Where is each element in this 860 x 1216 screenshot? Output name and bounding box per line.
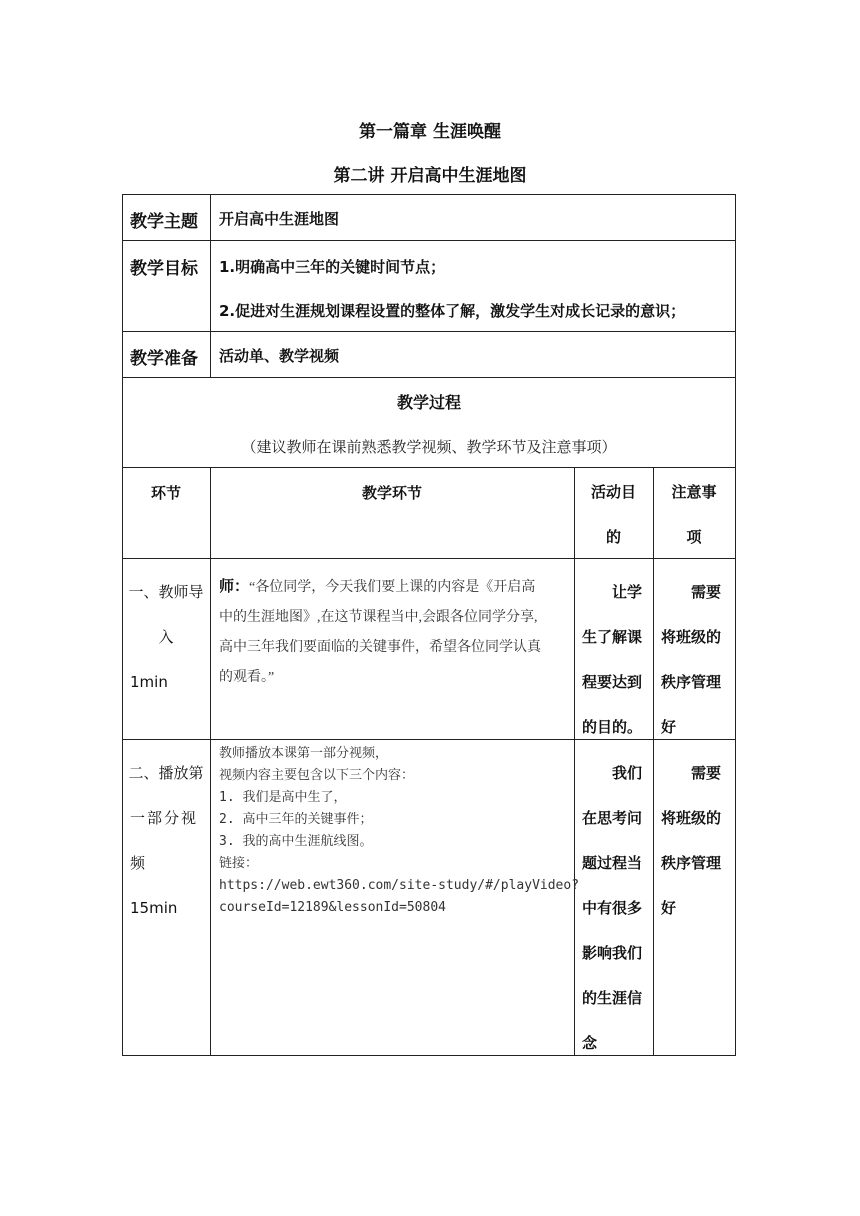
notes-cell: 需要 将班级的 秩序管理 好	[661, 764, 722, 917]
topic-value: 开启高中生涯地图	[219, 210, 340, 228]
stage-cell: 一、教师导 入 1min	[128, 583, 204, 691]
video-link[interactable]: courseId=12189&lessonId=50804	[219, 900, 446, 915]
activity-cell: 师：“各位同学，今天我们要上课的内容是《开启高 中的生涯地图》,在这节课程当中,会跟各位同学分享, 高中三年我们要面临的关键事件，希望各位同学认真 的观看。”	[219, 577, 541, 685]
chapter-title: 第一篇章 生涯唤醒	[359, 122, 501, 142]
lecture-title: 第二讲 开启高中生涯地图	[333, 166, 527, 186]
process-subtitle: （建议教师在课前熟悉教学视频、教学环节及注意事项）	[241, 438, 617, 456]
notes-cell: 需要 将班级的 秩序管理 好	[661, 583, 722, 736]
table-rule	[122, 194, 736, 195]
table-rule	[210, 467, 211, 1055]
column-header-purpose: 活动目 的	[590, 483, 636, 546]
column-header-activity: 教学环节	[361, 484, 422, 502]
purpose-cell: 让学 生了解课 程要达到 的目的。	[582, 583, 643, 736]
purpose-cell: 我们 在思考问 题过程当 中有很多 影响我们 的生涯信 念	[582, 764, 643, 1052]
table-rule	[122, 377, 736, 378]
objective-item-1: 1.明确高中三年的关键时间节点；	[219, 258, 446, 276]
table-rule	[122, 331, 736, 332]
preparation-label: 教学准备	[130, 349, 198, 369]
table-rule	[735, 194, 736, 1056]
video-link[interactable]: https://web.ewt360.com/site-study/#/playVideo?	[219, 878, 580, 893]
objectives-label: 教学目标	[130, 259, 198, 279]
preparation-value: 活动单、教学视频	[219, 347, 340, 365]
lesson-table	[122, 194, 736, 1056]
objective-item-2: 2.促进对生涯规划课程设置的整体了解，激发学生对成长记录的意识；	[219, 302, 686, 320]
speaker-label: 师：	[219, 577, 250, 595]
table-rule	[210, 194, 211, 377]
column-header-notes: 注意事 项	[671, 483, 717, 546]
table-rule	[122, 467, 736, 468]
process-title: 教学过程	[396, 393, 461, 412]
topic-label: 教学主题	[130, 212, 198, 232]
column-header-stage: 环节	[150, 484, 181, 502]
activity-cell: 教师播放本课第一部分视频， 视频内容主要包含以下三个内容： 1. 我们是高中生了， 2. 高中三年的关键事件； 3. 我的高中生涯航线图。 链接： https://web.ewt360.com/site-study/#/playVideo? courseId=12189&lessonId=50804	[219, 743, 571, 919]
table-rule	[122, 240, 736, 241]
stage-cell: 二、播放第 一部分视 频 15min	[128, 764, 204, 917]
